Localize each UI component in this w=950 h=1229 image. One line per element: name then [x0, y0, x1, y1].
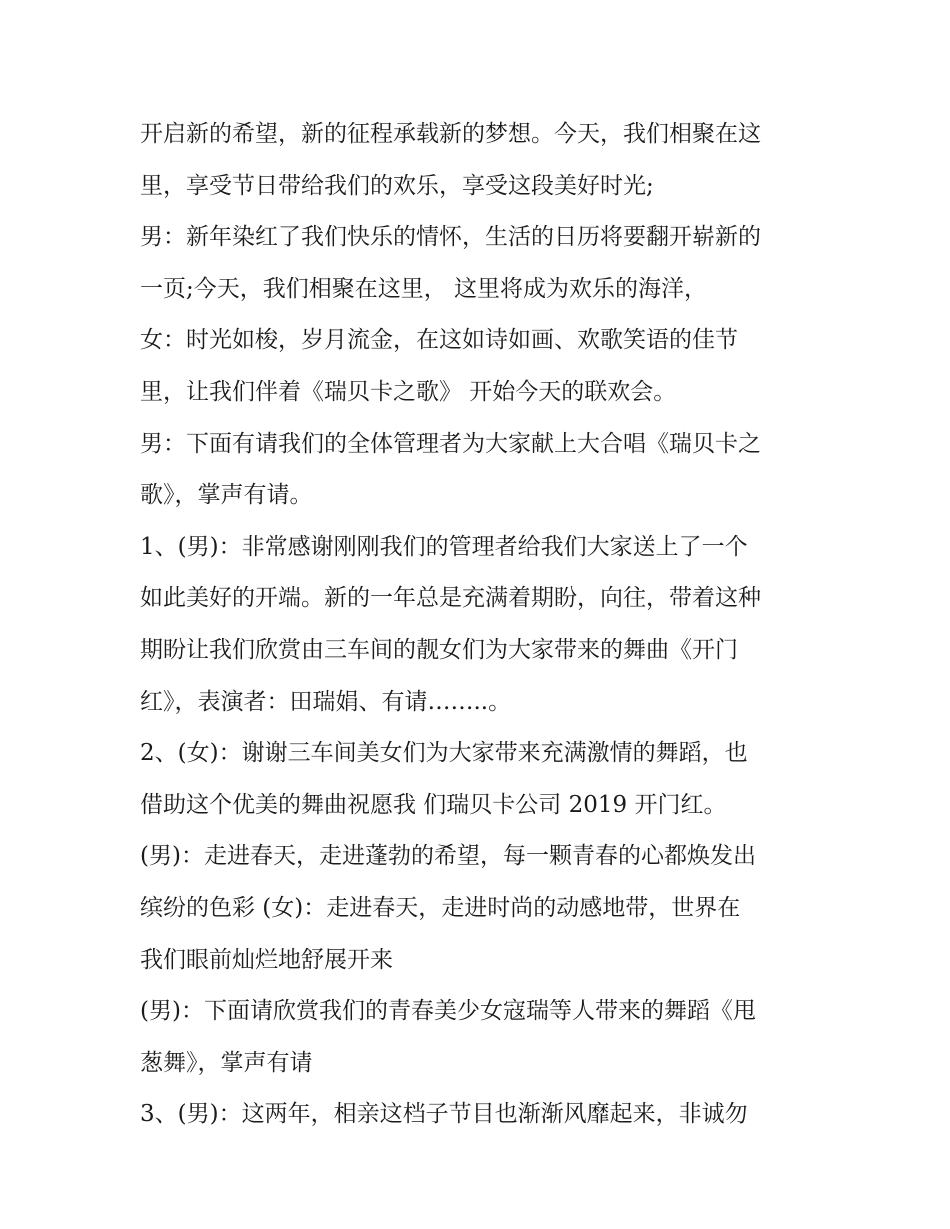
- text-line: 男：下面有请我们的全体管理者为大家献上大合唱《瑞贝卡之: [140, 430, 761, 457]
- text-line: 男：新年染红了我们快乐的情怀，生活的日历将要翻开崭新的: [140, 224, 761, 251]
- text-line: (男)：下面请欣赏我们的青春美少女寇瑞等人带来的舞蹈《甩: [140, 998, 756, 1025]
- text-line: (男)：走进春天，走进蓬勃的希望，每一颗青春的心都焕发出: [140, 843, 756, 870]
- text-line: 葱舞》，掌声有请: [140, 1049, 313, 1076]
- text-line: 里，让我们伴着《瑞贝卡之歌》 开始今天的联欢会。: [140, 378, 677, 405]
- text-line: 开启新的希望，新的征程承载新的梦想。今天，我们相聚在这: [140, 121, 761, 147]
- text-line: 如此美好的开端。新的一年总是充满着期盼，向往，带着这种: [140, 585, 761, 612]
- text-line: 2、(女)：谢谢三车间美女们为大家带来充满激情的舞蹈，也: [140, 740, 748, 767]
- text-line: 歌》，掌声有请。: [140, 482, 313, 509]
- text-line: 里，享受节日带给我们的欢乐，享受这段美好时光;: [140, 172, 654, 199]
- text-line: 借助这个优美的舞曲祝愿我 们瑞贝卡公司 2019 开门红。: [140, 791, 727, 818]
- text-line: 3、(男)：这两年，相亲这档子节目也渐渐风靡起来，非诚勿: [140, 1101, 748, 1128]
- text-line: 缤纷的色彩 (女)：走进春天，走进时尚的动感地带，世界在: [140, 894, 741, 921]
- text-line: 红》，表演者：田瑞娟、有请……..。: [140, 688, 512, 715]
- document-body: [140, 109, 830, 1141]
- text-line: 1、(男)：非常感谢刚刚我们的管理者给我们大家送上了一个: [140, 533, 748, 560]
- text-line: 一页;今天，我们相聚在这里， 这里将成为欢乐的海洋，: [140, 275, 708, 302]
- text-line: 我们眼前灿烂地舒展开来: [140, 946, 393, 973]
- text-line: 期盼让我们欣赏由三车间的靓女们为大家带来的舞曲《开门: [140, 636, 738, 663]
- text-line: 女：时光如梭，岁月流金，在这如诗如画、欢歌笑语的佳节: [140, 327, 738, 354]
